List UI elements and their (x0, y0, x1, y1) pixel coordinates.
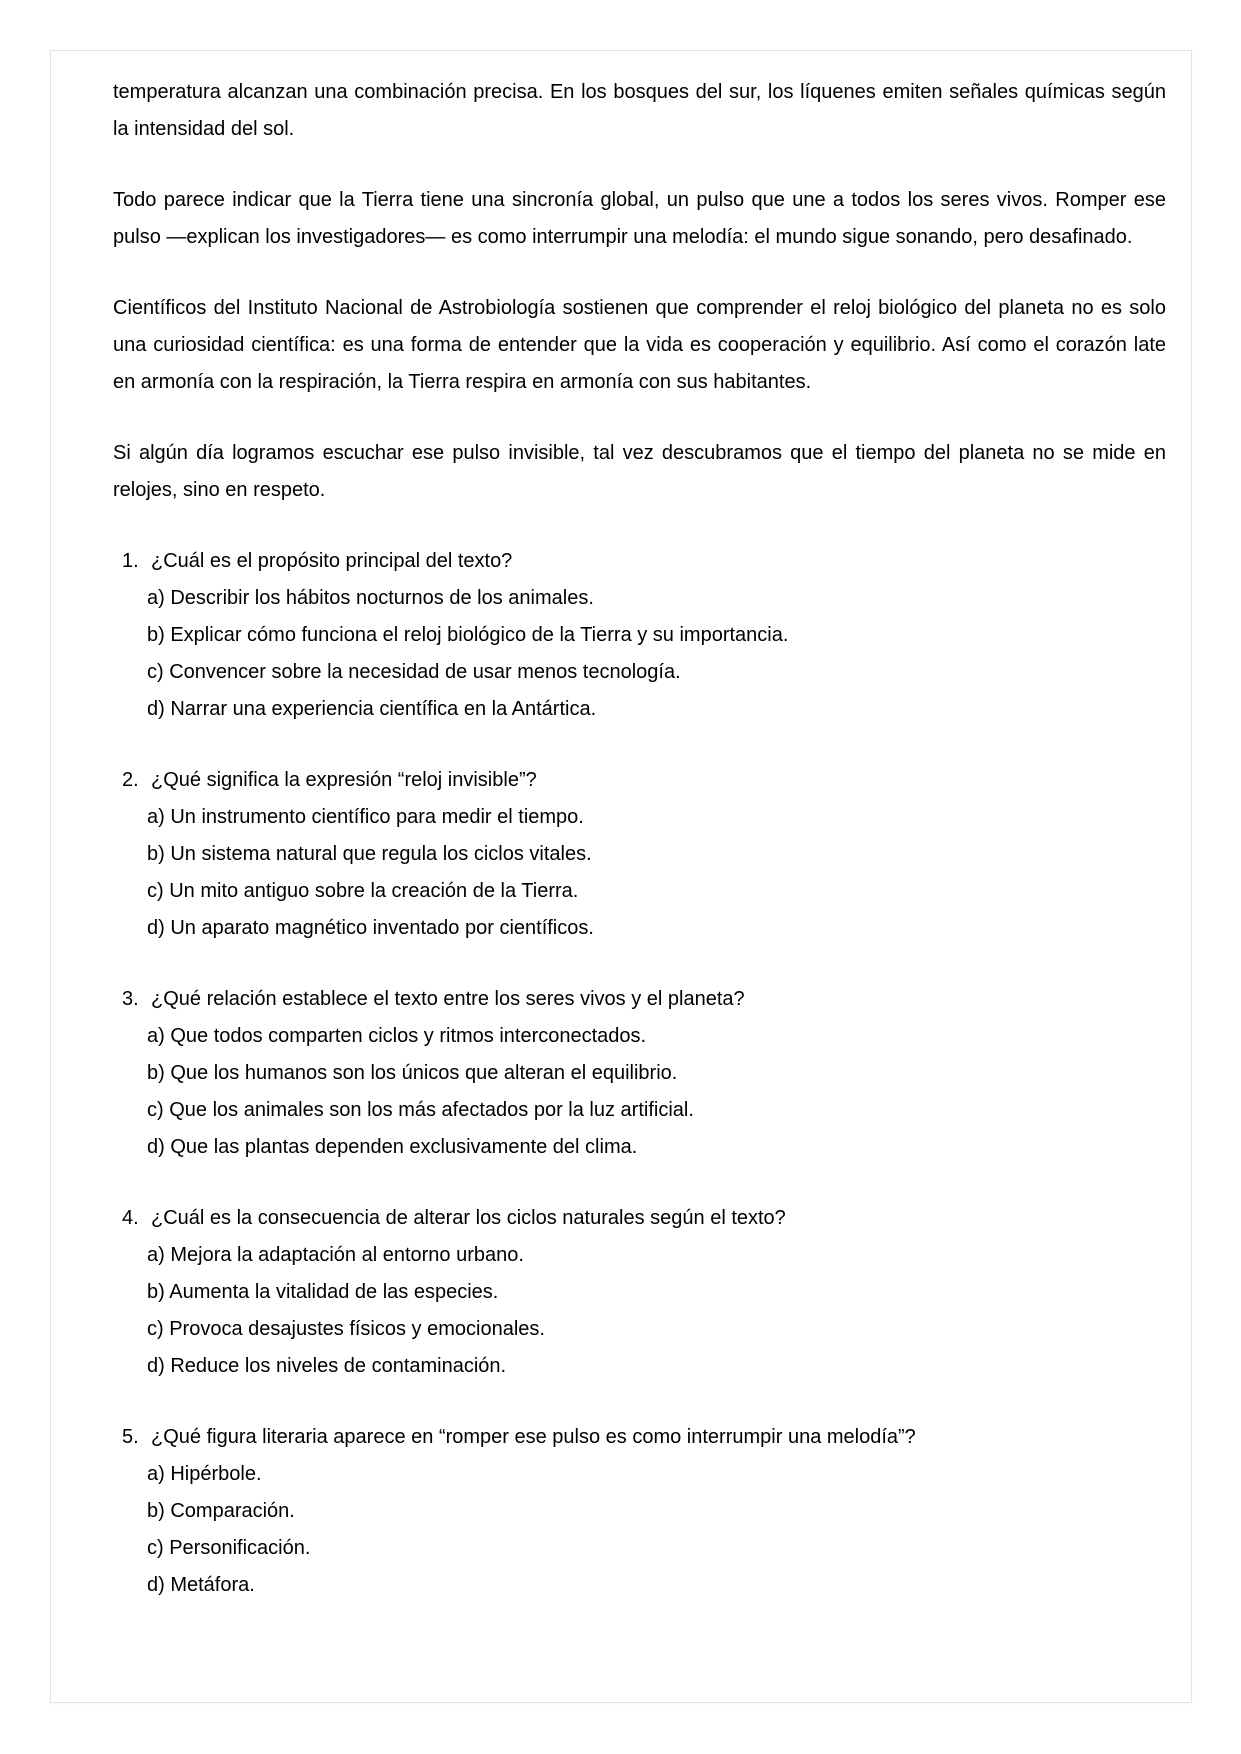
option-item: a) Que todos comparten ciclos y ritmos interconectados. (147, 1025, 647, 1047)
option-item: b) Explicar cómo funciona el reloj biológico de la Tierra y su importancia. (147, 624, 789, 646)
option-item: d) Metáfora. (147, 1574, 255, 1596)
paragraph: temperatura alcanzan una combinación precisa. En los bosques del sur, los líquenes emiten señales químicas según la intensidad del sol. (113, 81, 1166, 140)
option-item: a) Hipérbole. (147, 1463, 262, 1485)
question-number: 5. (122, 1426, 139, 1448)
question-number: 4. (122, 1207, 139, 1229)
option-item: d) Un aparato magnético inventado por científicos. (147, 917, 594, 939)
question-number: 2. (122, 769, 139, 791)
question-line (113, 1200, 1166, 1237)
option-item: c) Personificación. (147, 1537, 311, 1559)
question-number: 3. (122, 988, 139, 1010)
question-line (113, 543, 1166, 580)
question-line (113, 1419, 1166, 1456)
option-item: a) Describir los hábitos nocturnos de los animales. (147, 587, 594, 609)
option-item: d) Narrar una experiencia científica en la Antártica. (147, 698, 597, 720)
option-item: d) Que las plantas dependen exclusivamente del clima. (147, 1136, 638, 1158)
option-item: c) Un mito antiguo sobre la creación de la Tierra. (147, 880, 579, 902)
option-item: a) Un instrumento científico para medir el tiempo. (147, 806, 584, 828)
question-item (113, 1200, 1166, 1385)
option-item: c) Que los animales son los más afectados por la luz artificial. (147, 1099, 694, 1121)
paragraph: Científicos del Instituto Nacional de Astrobiología sostienen que comprender el reloj biológico del planeta no es solo una curiosidad científica: es una forma de entender que la vida es cooperación y equilibrio. Así como el corazón late en armonía con la respiración, la Tierra respira en armonía con sus habitantes. (113, 297, 1166, 393)
document-page (50, 50, 1192, 1703)
question-item (113, 762, 1166, 947)
option-item: b) Aumenta la vitalidad de las especies. (147, 1281, 499, 1303)
option-item: b) Comparación. (147, 1500, 295, 1522)
option-item: b) Que los humanos son los únicos que alteran el equilibrio. (147, 1062, 678, 1084)
question-item (113, 1419, 1166, 1604)
option-item: b) Un sistema natural que regula los ciclos vitales. (147, 843, 592, 865)
question-number: 1. (122, 550, 139, 572)
question-item (113, 543, 1166, 728)
question-item (113, 981, 1166, 1166)
question-text: ¿Qué relación establece el texto entre los seres vivos y el planeta? (151, 988, 745, 1010)
paragraph: Si algún día logramos escuchar ese pulso invisible, tal vez descubramos que el tiempo del planeta no se mide en relojes, sino en respeto. (113, 442, 1166, 501)
question-line (113, 981, 1166, 1018)
paragraph: Todo parece indicar que la Tierra tiene una sincronía global, un pulso que une a todos los seres vivos. Romper ese pulso —explican los investigadores— es como interrumpir una melodía: el mundo sigue sonando, pero desafinado. (113, 189, 1166, 248)
option-item: c) Convencer sobre la necesidad de usar menos tecnología. (147, 661, 681, 683)
option-item: a) Mejora la adaptación al entorno urbano. (147, 1244, 524, 1266)
question-line (113, 762, 1166, 799)
option-item: c) Provoca desajustes físicos y emocionales. (147, 1318, 545, 1340)
option-item: d) Reduce los niveles de contaminación. (147, 1355, 507, 1377)
question-text: ¿Cuál es el propósito principal del texto? (151, 550, 513, 572)
question-text: ¿Cuál es la consecuencia de alterar los ciclos naturales según el texto? (151, 1207, 786, 1229)
question-text: ¿Qué figura literaria aparece en “romper ese pulso es como interrumpir una melodía”? (151, 1426, 916, 1448)
question-text: ¿Qué significa la expresión “reloj invisible”? (151, 769, 537, 791)
